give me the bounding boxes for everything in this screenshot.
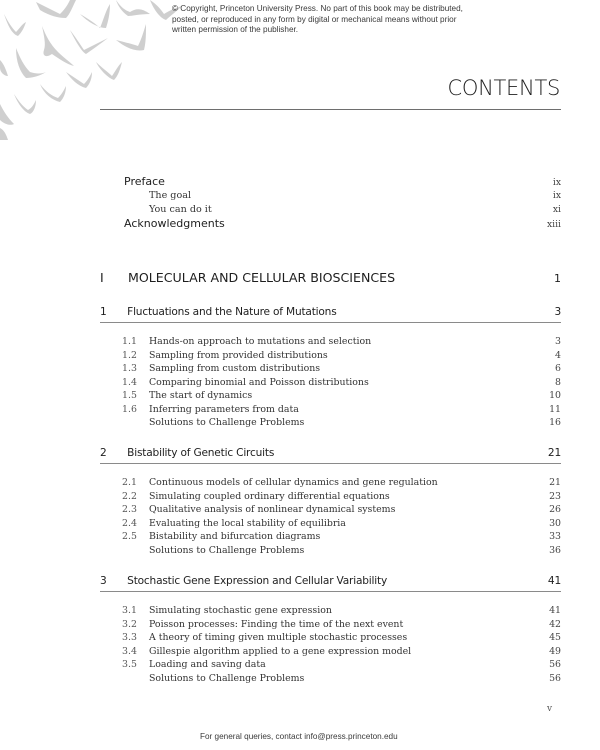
section-page: 56: [549, 672, 561, 684]
chapter-heading[interactable]: [100, 447, 561, 464]
section-number: 3.4: [122, 645, 137, 657]
chapter-page: 3: [554, 306, 561, 318]
footer-contact: For general queries, contact info@press.princeton.edu: [200, 732, 398, 741]
toc-entry-you-can-do-it[interactable]: [124, 203, 561, 217]
chapter-number: 3: [100, 575, 107, 587]
section-page: 11: [549, 403, 561, 415]
section-title: Qualitative analysis of nonlinear dynamical systems: [149, 504, 396, 515]
section-entry[interactable]: [122, 362, 561, 376]
section-page: 42: [549, 618, 561, 630]
section-number: 2.4: [122, 517, 137, 529]
chapter-3: [100, 575, 561, 685]
toc-entry-acknowledgments[interactable]: [124, 216, 561, 231]
section-list: [100, 604, 561, 685]
section-list: [100, 476, 561, 557]
toc-entry-page: xiii: [547, 219, 561, 230]
section-list: [100, 335, 561, 430]
section-title: Inferring parameters from data: [149, 403, 299, 415]
chapter-number: 2: [100, 447, 107, 459]
section-page: 23: [549, 490, 561, 502]
section-number: 2.2: [122, 490, 137, 502]
section-page: 3: [555, 336, 561, 347]
toc-entry-title: The goal: [149, 190, 192, 201]
section-title: The start of dynamics: [149, 390, 253, 401]
section-number: 3.5: [122, 659, 137, 670]
section-page: 49: [549, 645, 561, 657]
chapter-title: Bistability of Genetic Circuits: [127, 447, 275, 459]
section-entry[interactable]: [122, 476, 561, 490]
section-title: Gillespie algorithm applied to a gene expression model: [149, 645, 412, 657]
section-title: Hands-on approach to mutations and selection: [149, 336, 372, 347]
chapter-1: [100, 306, 561, 430]
toc-entry-title: Acknowledgments: [124, 217, 225, 230]
section-number: 1.4: [122, 376, 137, 388]
section-page: 4: [555, 349, 561, 361]
section-page: 16: [549, 417, 561, 428]
section-page: 30: [549, 517, 561, 529]
section-number: 2.5: [122, 531, 137, 542]
chapter-page: 41: [547, 575, 561, 587]
part-page: 1: [554, 272, 561, 285]
section-title: Simulating stochastic gene expression: [149, 605, 332, 616]
section-number: 3.2: [122, 618, 137, 630]
section-page: 26: [549, 504, 561, 515]
section-page: 36: [549, 544, 561, 556]
section-page: 8: [555, 376, 561, 388]
toc-entry-page: xi: [552, 203, 561, 215]
section-title: A theory of timing given multiple stochastic processes: [149, 632, 408, 643]
section-entry[interactable]: [122, 618, 561, 632]
section-number: 2.3: [122, 504, 137, 515]
section-page: 10: [549, 390, 561, 401]
section-title: Sampling from custom distributions: [149, 363, 321, 374]
section-number: 1.1: [122, 336, 137, 347]
section-entry[interactable]: [122, 389, 561, 403]
toc-entry-page: ix: [552, 177, 561, 188]
section-title: Loading and saving data: [149, 659, 266, 670]
section-title: Solutions to Challenge Problems: [149, 417, 305, 428]
chapter-page: 21: [547, 447, 561, 459]
copyright-notice: © Copyright, Princeton University Press. No part of this book may be distributed, posted, or reproduced in any form by digital or mechanical means without prior written permission of the publisher.: [172, 4, 463, 35]
part-number: I: [100, 270, 104, 285]
section-number: 3.1: [122, 605, 137, 616]
section-title: Solutions to Challenge Problems: [149, 672, 305, 684]
section-number: 1.6: [122, 403, 137, 415]
front-matter-list: [124, 174, 561, 231]
part-title: MOLECULAR AND CELLULAR BIOSCIENCES: [128, 270, 396, 285]
section-page: 45: [549, 632, 561, 643]
birds-decoration-icon: [0, 0, 200, 140]
chapter-2: [100, 447, 561, 557]
section-entry-solutions[interactable]: [122, 416, 561, 430]
section-page: 21: [549, 477, 561, 488]
section-title: Comparing binomial and Poisson distributions: [149, 376, 369, 388]
section-title: Sampling from provided distributions: [149, 349, 328, 361]
section-title: Continuous models of cellular dynamics and gene regulation: [149, 477, 438, 488]
title-divider: [100, 109, 561, 110]
toc-entry-preface[interactable]: [124, 174, 561, 189]
section-page: 6: [555, 363, 561, 374]
chapter-number: 1: [100, 306, 107, 318]
section-entry[interactable]: [122, 631, 561, 645]
page-number: v: [547, 704, 553, 714]
toc-entry-title: You can do it: [149, 203, 212, 215]
chapter-title: Fluctuations and the Nature of Mutations: [127, 306, 337, 318]
section-entry[interactable]: [122, 349, 561, 363]
section-title: Simulating coupled ordinary differential equations: [149, 490, 390, 502]
section-entry[interactable]: [122, 490, 561, 504]
section-number: 1.3: [122, 363, 137, 374]
toc-entry-title: Preface: [124, 175, 165, 188]
section-entry[interactable]: [122, 604, 561, 618]
section-number: 1.5: [122, 390, 137, 401]
section-entry-solutions[interactable]: [122, 672, 561, 686]
section-title: Solutions to Challenge Problems: [149, 544, 305, 556]
section-entry[interactable]: [122, 645, 561, 659]
section-entry[interactable]: [122, 335, 561, 349]
section-entry-solutions[interactable]: [122, 544, 561, 558]
section-entry[interactable]: [122, 517, 561, 531]
page-title: CONTENTS: [447, 76, 560, 100]
section-page: 56: [549, 659, 561, 670]
chapter-heading[interactable]: [100, 575, 561, 592]
section-title: Bistability and bifurcation diagrams: [149, 531, 321, 542]
chapter-heading[interactable]: [100, 306, 561, 323]
part-heading[interactable]: [100, 270, 561, 285]
section-title: Evaluating the local stability of equilibria: [149, 517, 346, 529]
toc-entry-the-goal[interactable]: [124, 189, 561, 203]
toc-entry-page: ix: [552, 190, 561, 201]
section-page: 41: [549, 605, 561, 616]
section-page: 33: [549, 531, 561, 542]
chapter-title: Stochastic Gene Expression and Cellular Variability: [127, 575, 388, 587]
section-entry[interactable]: [122, 530, 561, 544]
section-entry[interactable]: [122, 503, 561, 517]
section-number: 2.1: [122, 477, 137, 488]
section-entry[interactable]: [122, 376, 561, 390]
section-entry[interactable]: [122, 403, 561, 417]
section-title: Poisson processes: Finding the time of the next event: [149, 618, 404, 630]
section-number: 1.2: [122, 349, 137, 361]
section-number: 3.3: [122, 632, 137, 643]
section-entry[interactable]: [122, 658, 561, 672]
